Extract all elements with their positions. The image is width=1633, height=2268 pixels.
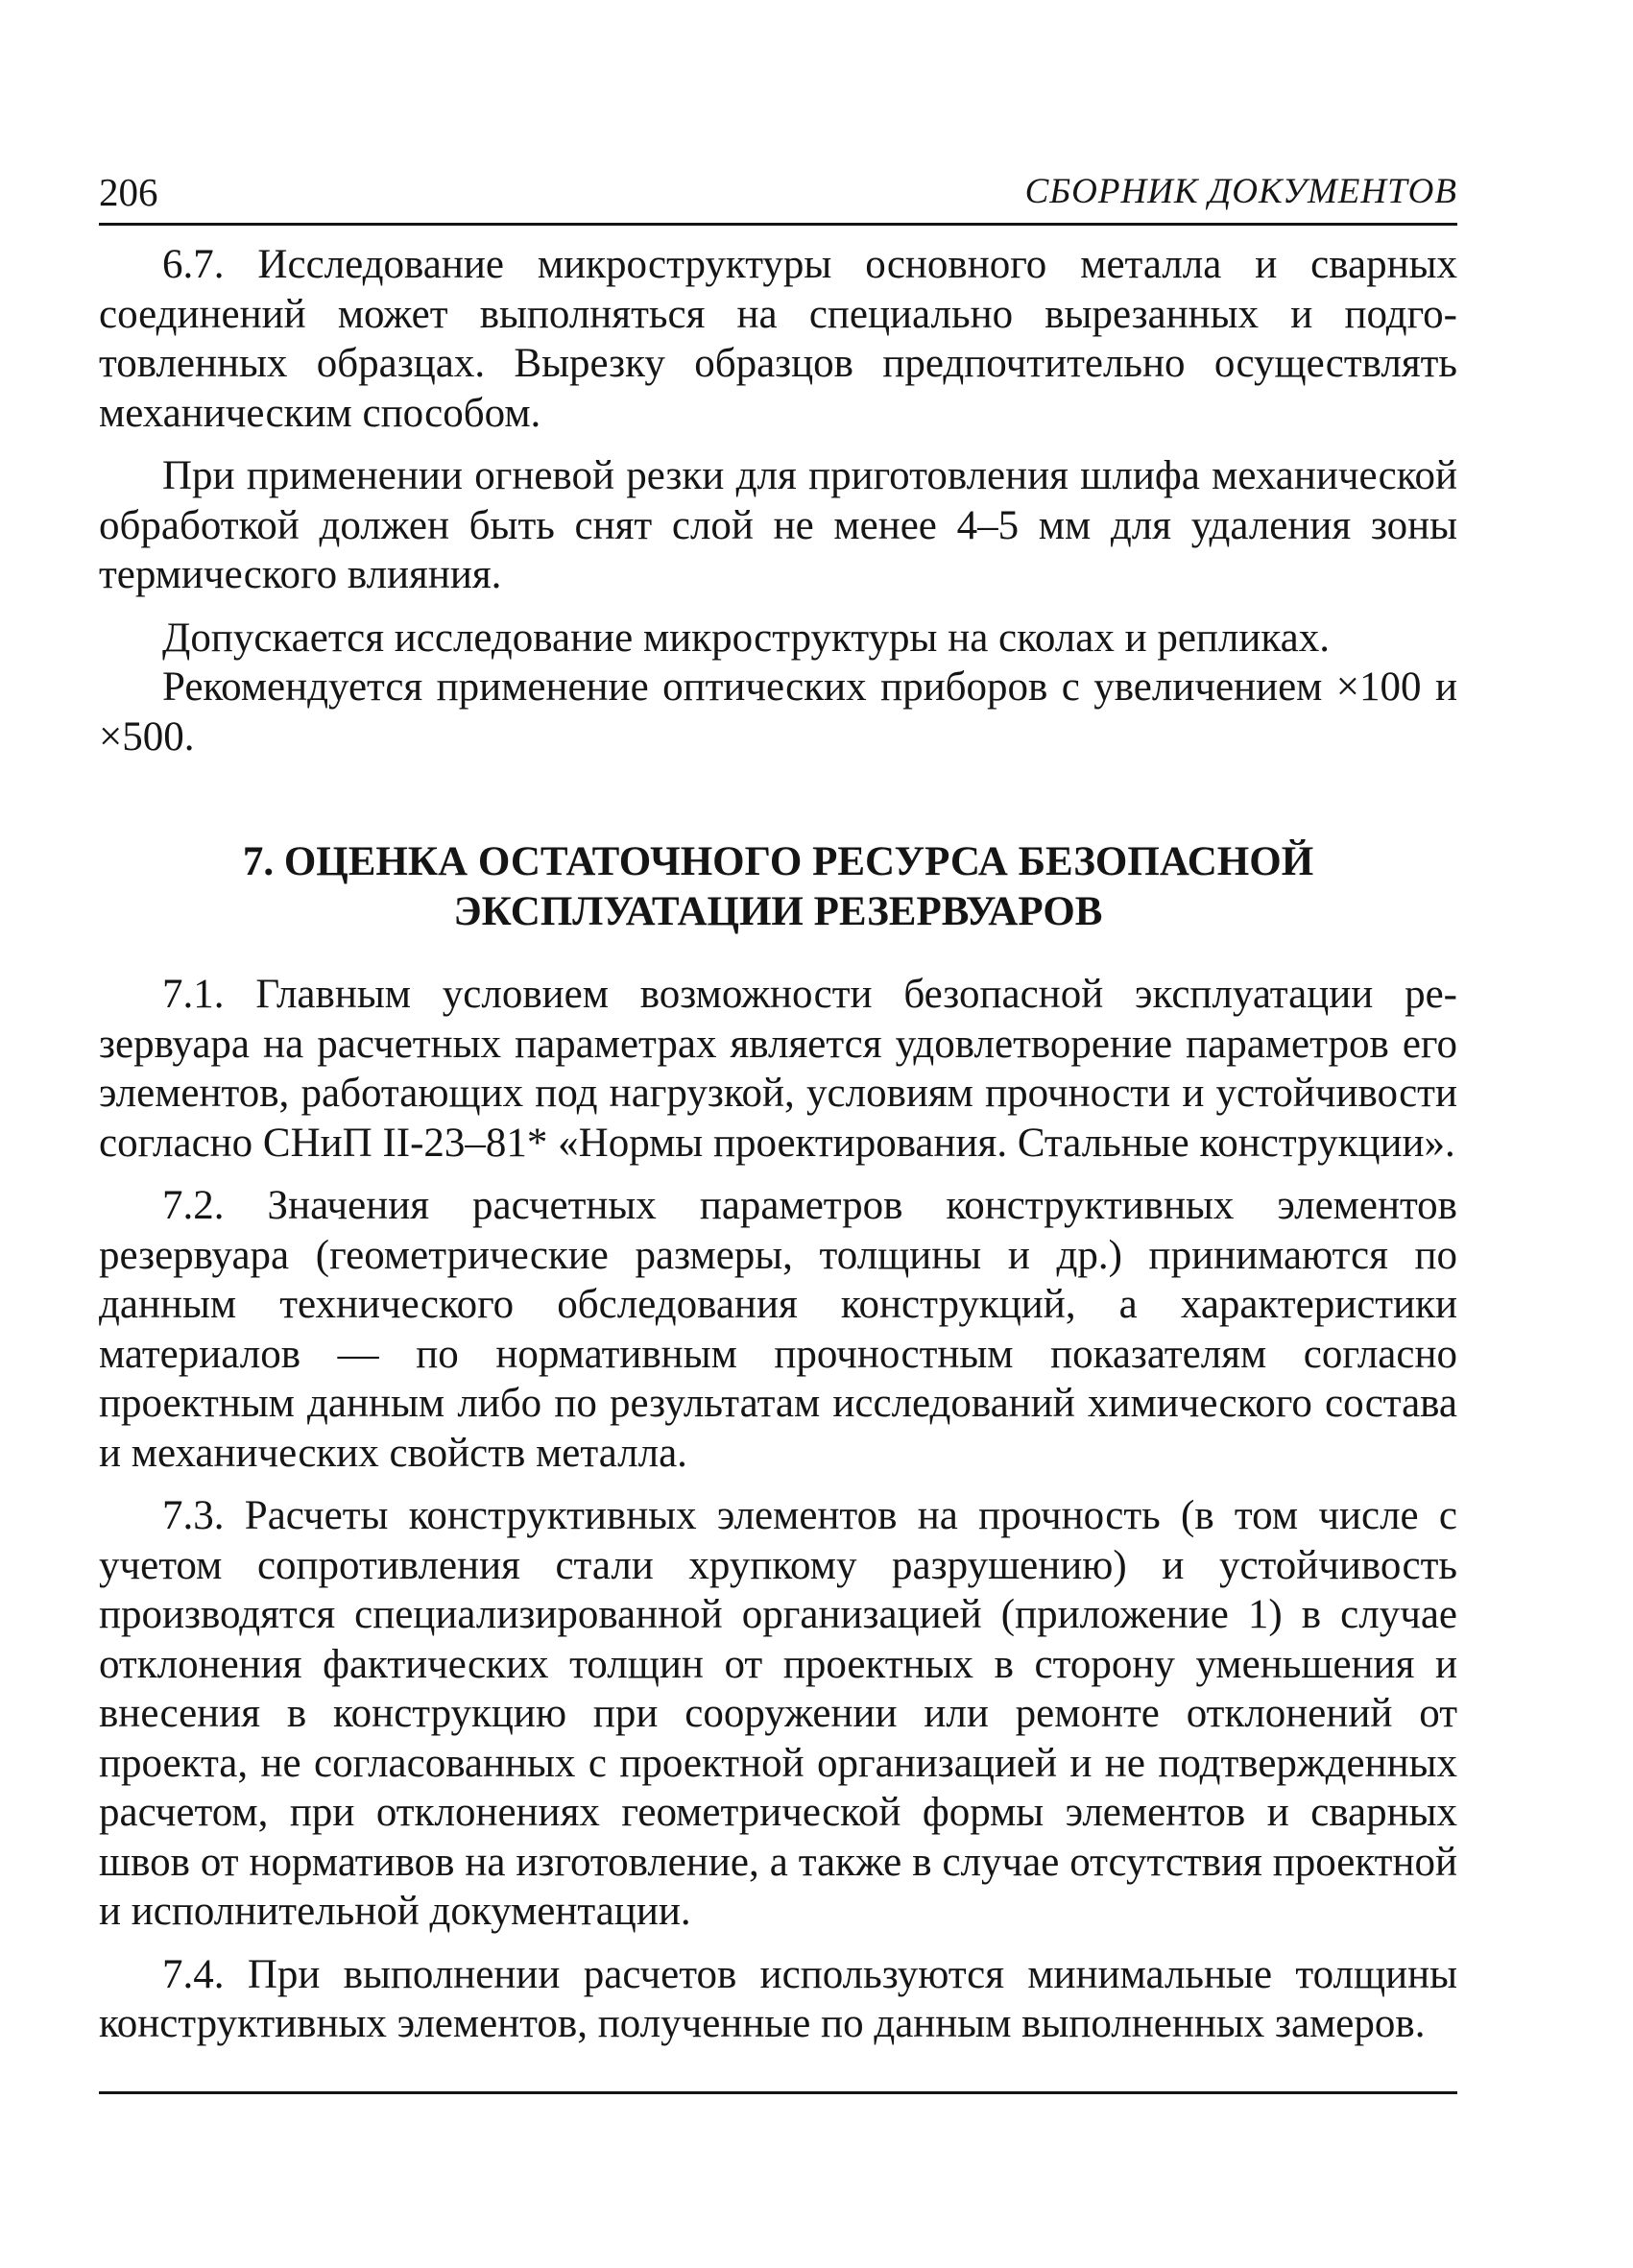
section-7-heading-line-2: ЭКСПЛУАТАЦИИ РЕЗЕРВУАРОВ [453,889,1103,934]
section-7-heading [99,837,1457,937]
bottom-rule [99,2091,1457,2094]
paragraph-fire-cutting: При применении огневой резки для приготовления шлифа механической обработкой должен быть снят слой не менее 4–5 мм для удаления зоны термического влияния. [99,453,1457,597]
section-6-text [99,240,1457,761]
section-7-text [99,970,1457,2049]
page-header [99,165,1457,226]
page-number: 206 [99,170,158,214]
paragraph-7-1: 7.1. Главным условием возможности безопасной эксплуатации резервуара на расчетных параметрах является удовлетворение параметров его элементов, работающих под нагрузкой, условиям прочности и устойчивости согласно СНиП II-23–81* «Нормы проектирования. Стальные конструкции». [99,972,1457,1166]
paragraph-chips-replicas: Допускается исследование микроструктуры на сколах и репликах. [162,615,1330,661]
paragraph-7-4: 7.4. При выполнении расчетов используются минимальные толщины конструктивных элементов, полученные по данным выполненных замеров. [99,1951,1457,2046]
paragraph-6-7: 6.7. Исследование микроструктуры основного металла и сварных соединений может выполняться на специально вырезанных и подготовленных образцах. Вырезку образцов предпочтительно осуществлять механическим способом. [99,242,1457,436]
section-7-heading-line-1: 7. ОЦЕНКА ОСТАТОЧНОГО РЕСУРСА БЕЗОПАСНОЙ [242,839,1314,884]
paragraph-7-3: 7.3. Расчеты конструктивных элементов на прочность (в том числе с учетом сопротивления стали хрупкому разрушению) и устойчивость производятся специализированной организацией (приложение 1) в случае отклонения фактических толщин от проектных в сторону уменьшения и внесения в конструкцию при сооружении или ремонте отклонений от проекта, не согласованных с проектной организацией и не подтвержденных расчетом, при отклонениях геометрической формы элементов и сварных швов от нормативов на изготовление, а также в случае отсутствия проектной и исполнительной документации. [99,1493,1457,1934]
paragraph-7-2: 7.2. Значения расчетных параметров конструктивных элементов резервуара (геометрические размеры, толщины и др.) принимаются по данным технического обследования конструкций, а характеристики материалов — по нормативным прочностным показателям согласно проектным данным либо по результатам исследований химического состава и механических свойств металла. [99,1183,1457,1476]
running-title: СБОРНИК ДОКУМЕНТОВ [1024,172,1457,211]
paragraph-optical-devices: Рекомендуется применение оптических приборов с увеличением ×100 и ×500. [99,664,1457,760]
